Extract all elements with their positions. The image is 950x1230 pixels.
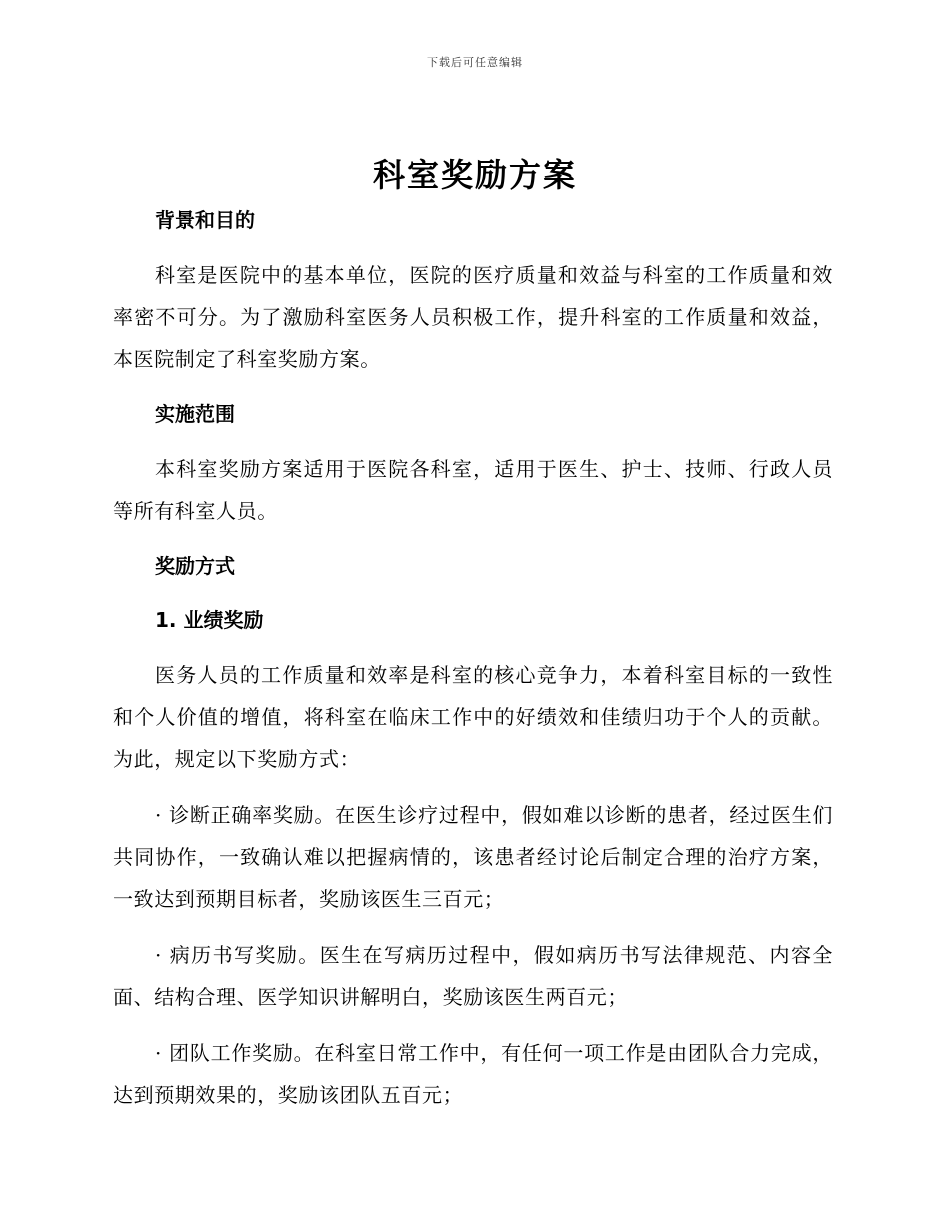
section-heading-background: 背景和目的 xyxy=(155,208,255,232)
paragraph-scope: 本科室奖励方案适用于医院各科室，适用于医生、护士、技师、行政人员等所有科室人员。 xyxy=(113,457,833,523)
document-title: 科室奖励方案 xyxy=(372,156,577,194)
list-item-team-work-reward: · 团队工作奖励。在科室日常工作中，有任何一项工作是由团队合力完成，达到预期效果的，奖励该团队五百元； xyxy=(113,1041,833,1107)
section-heading-scope: 实施范围 xyxy=(155,402,235,426)
paragraph-methods-intro: 医务人员的工作质量和效率是科室的核心竞争力，本着科室目标的一致性和个人价值的增值，将科室在临床工作中的好绩效和佳绩归功于个人的贡献。为此，规定以下奖励方式： xyxy=(113,663,833,771)
section-heading-methods: 奖励方式 xyxy=(155,554,235,578)
document-body xyxy=(113,200,833,1130)
subheading-performance-reward: 1. 业绩奖励 xyxy=(155,608,264,632)
header-note: 下载后可任意编辑 xyxy=(427,56,523,69)
list-item-medical-record-reward: · 病历书写奖励。医生在写病历过程中，假如病历书写法律规范、内容全面、结构合理、医学知识讲解明白，奖励该医生两百元； xyxy=(113,943,833,1009)
list-item-diagnosis-reward: · 诊断正确率奖励。在医生诊疗过程中，假如难以诊断的患者，经过医生们共同协作，一致确认难以把握病情的，该患者经讨论后制定合理的治疗方案，一致达到预期目标者，奖励该医生三百元； xyxy=(113,803,833,911)
paragraph-background: 科室是医院中的基本单位，医院的医疗质量和效益与科室的工作质量和效率密不可分。为了激励科室医务人员积极工作，提升科室的工作质量和效益，本医院制定了科室奖励方案。 xyxy=(113,263,833,371)
